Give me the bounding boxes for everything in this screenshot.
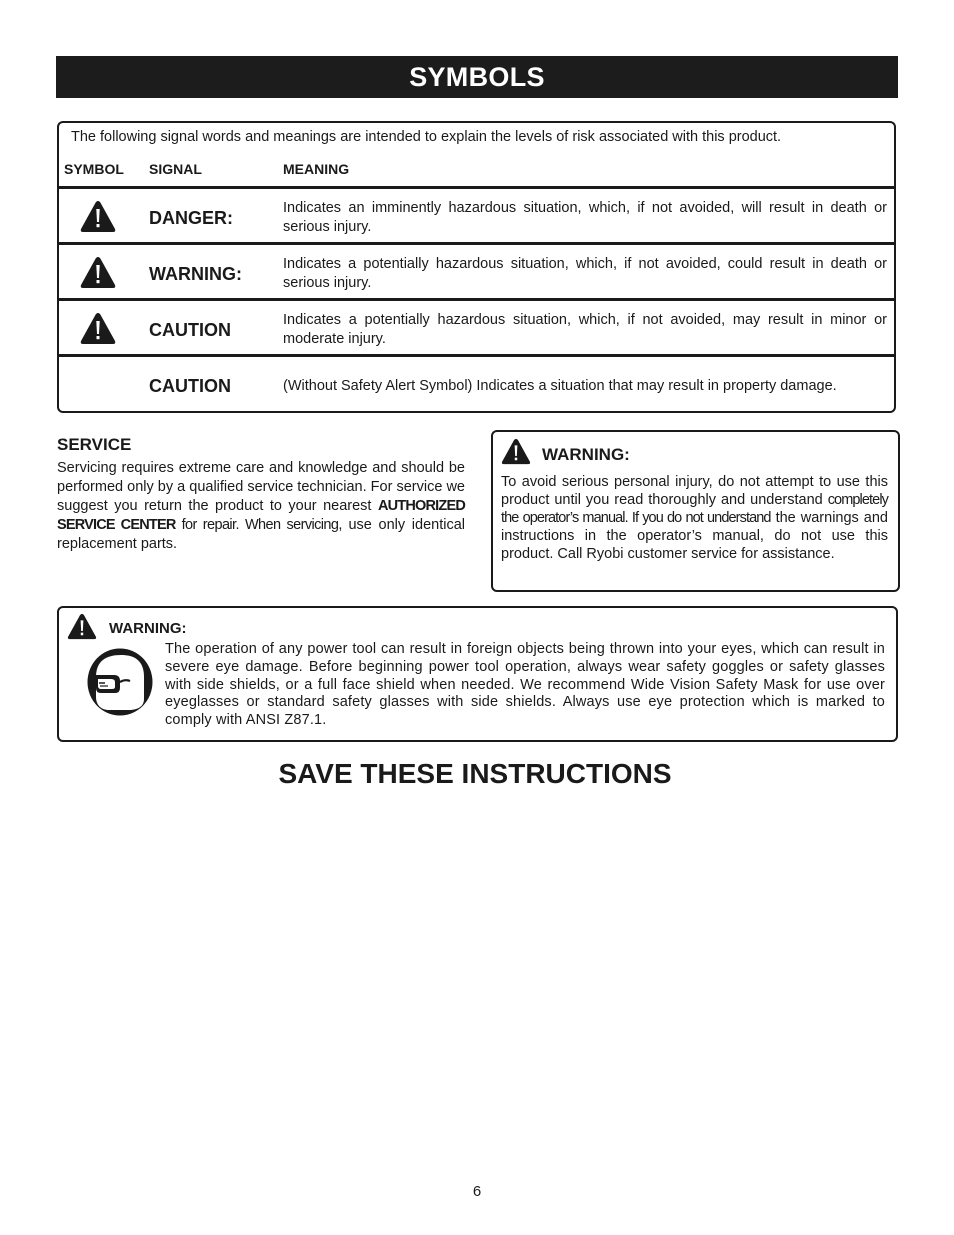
header-meaning: MEANING — [283, 161, 350, 177]
save-instructions-heading: SAVE THESE INSTRUCTIONS — [278, 758, 672, 789]
safety-alert-icon — [80, 312, 116, 345]
safety-alert-icon — [80, 200, 116, 233]
eye-protection-warning-box — [57, 606, 898, 742]
symbols-intro: The following signal words and meanings are intended to explain the levels of risk associated with this product. — [71, 129, 782, 145]
service-paragraph — [57, 459, 465, 554]
service-heading: SERVICE — [57, 435, 132, 454]
signal-danger: DANGER: — [149, 208, 233, 228]
safety-alert-icon — [67, 613, 97, 640]
service-warning-text — [501, 473, 888, 563]
authorized-service-center: AUTHORIZED SERVICE CENTER — [57, 498, 465, 533]
meaning-warning: Indicates a potentially hazardous situation, which, if not avoided, could result in death or serious injury. — [283, 256, 887, 291]
service-text-start: Servicing requires extreme care and knowledge and should be performed only by a qualified service technician. For service we suggest you return the product to your nearest — [57, 460, 465, 514]
table-divider — [59, 354, 894, 357]
safety-mask-icon — [87, 648, 153, 716]
service-warning-text-middle: completely the operator’s manual. If you do not understand — [501, 492, 888, 526]
table-divider — [59, 242, 894, 245]
meaning-caution-no-symbol: (Without Safety Alert Symbol) Indicates a situation that may result in property damage. — [283, 378, 837, 394]
service-warning-text-start: To avoid serious personal injury, do not attempt to use this product until you read thoroughly and understand — [501, 474, 888, 508]
table-divider — [59, 298, 894, 301]
eye-warning-text: The operation of any power tool can result in foreign objects being thrown into your eyes, which can result in severe eye damage. Before beginning power tool operation, always wear safety goggles or safety glasses with side shields, or a full face shield when needed. We recommend Wide Vision Safety Mask for use over eyeglasses or standard safety glasses with side shields. Always use eye protection which is marked to comply with ANSI Z87.1. — [165, 641, 885, 729]
page-number: 6 — [472, 1183, 482, 1200]
table-divider — [59, 186, 894, 189]
page-title-bar — [56, 56, 898, 98]
symbols-table — [57, 121, 896, 413]
safety-alert-icon — [501, 438, 531, 465]
page-title: SYMBOLS — [409, 61, 545, 92]
meaning-danger: Indicates an imminently hazardous situation, which, if not avoided, will result in death or serious injury. — [283, 200, 887, 235]
service-text-end: use only identical replacement parts. — [57, 517, 466, 552]
signal-caution: CAUTION — [149, 320, 231, 340]
header-symbol: SYMBOL — [64, 161, 124, 177]
service-text-middle: for repair. When servicing, — [175, 517, 342, 533]
eye-warning-heading: WARNING: — [109, 620, 187, 637]
service-warning-text-end: the warnings and instructions in the operator’s manual, do not use this product. Call Ryobi customer service for assistance. — [501, 510, 888, 562]
signal-caution-no-symbol: CAUTION — [149, 376, 231, 396]
safety-alert-icon — [80, 256, 116, 289]
signal-warning: WARNING: — [149, 264, 242, 284]
meaning-caution: Indicates a potentially hazardous situation, which, if not avoided, may result in minor or moderate injury. — [283, 312, 887, 347]
header-signal: SIGNAL — [149, 161, 202, 177]
service-warning-heading: WARNING: — [542, 445, 630, 464]
service-warning-box — [491, 430, 900, 592]
